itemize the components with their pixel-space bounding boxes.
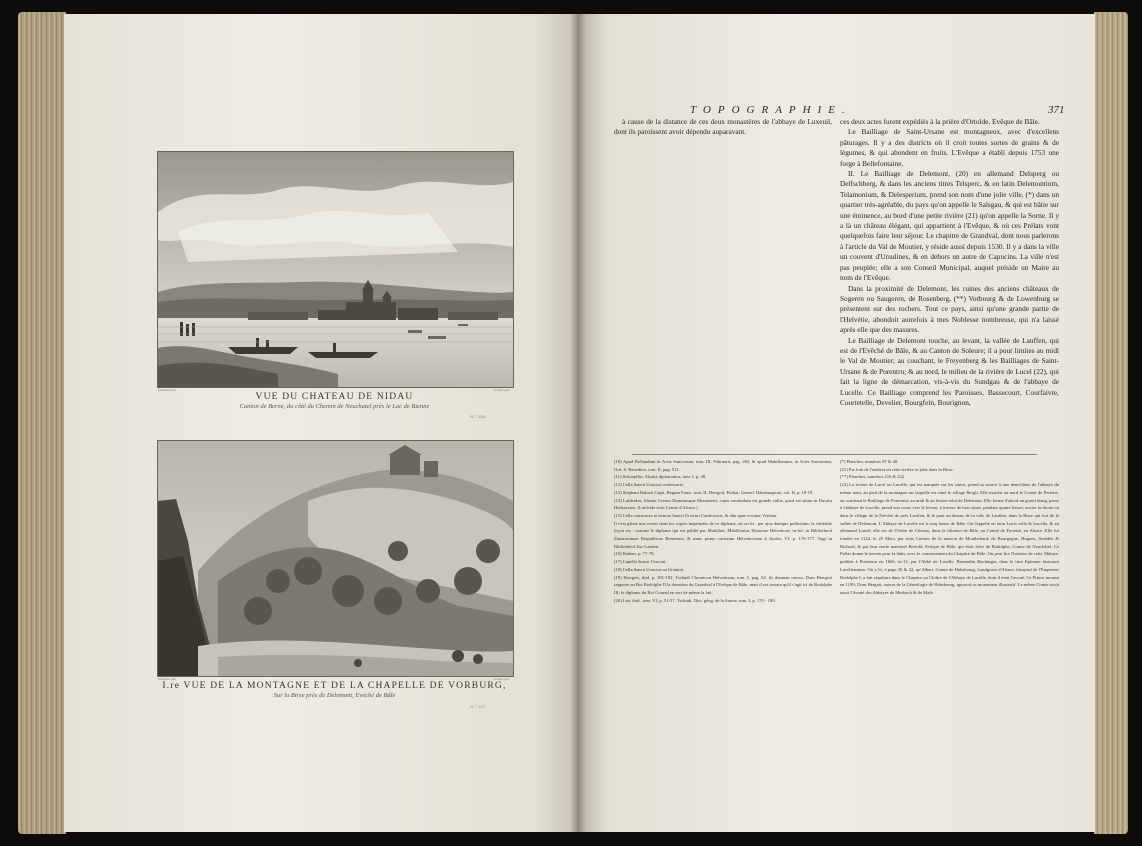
text-column-1: [614, 117, 832, 452]
footnote: (22) La rivière de Lucel ou Lucelle, qui est marquée sur les cartes, prend sa source à une demi-lieue de l'abbaye du même nom, au pied de la montagne sur laquelle est situé le village Bergli. Elle marche au nord le Comté de Ferrette, au couchant le Bailliage de Porentrui; au midi & au levant celui de Delemont. Elle forme d'abord un grand étang, passe à l'abbaye de Lucelle, prend son cours vers le levant, à travers de bois épais, pendant quatre lieues; arrose la droite ou dans le village de la Prévôté de près Lauffen, & le pont au-dessus de la ville de Lauffen, dans la Birse qui fort de la vallée de Delemont. L'Abbaye de Lucelle est à cinq lieues de Bâle. On l'appelle en latin Lucis cella & Lucella, & en allemand Lutzel; elle est de l'Ordre de Citeaux, dans la filiation de Bâle, au Comté de Ferrette, en Alsace. Elle fut fondée en 1124, le 25 Mars, par trois Comtes de la maison de Montbeliard, de Bourgogne, Hugues, Amédée & Richard, & par leur oncle maternel Bertold, Evêque de Bâle, qui étoit frère de Rodolphe, Comte de Neuchâtel. Ce Prélat donna le terrein pour la bâtir, avec le consentement du Chapitre de Bâle. On peut lire l'histoire de cette Abbaye, publiée à Porentrui en 1666, in-12, par l'Abbé de Lucelle, Bernardin Buchinger, dans le titre Epitome fastorum Lucellensium. On y lit, à page 20 & 32, qu'Albert, Comte de Habsbourg, Landgrave d'Alsace, bisayeul de l'Empereur Rodolphe I, a fait sépulture dans le Chapitre ou Cloître de l'Abbaye de Lucelle, dont il étoit l'avoué. Ce Prince mourut en 1199; Dom Hergott, auteur de la Généalogie de Habsbourg, ignoroit ce monument illustratif. Le même Comte avoit aussi l'Avoué des Abbayes de Murbach & de Mafe.: [840, 482, 1059, 595]
plate-subtitle-2: Sur la Birse près de Delemont, Evéché de Bâle: [273, 692, 396, 699]
engraving-chapelle-de-vorburg: [157, 440, 514, 677]
footnote: (18) Cella Sancti Ursicini ou Ursinini.: [614, 566, 685, 572]
plate-caption-top: [157, 392, 512, 410]
plate-number: N.° 246: [470, 414, 486, 419]
footnote: (20) Leu, ibid., tom. VI, p. 51-57. Tschudi, Dict. géog. de la Suisse, tom. I, p. 170 - 180.: [614, 597, 776, 603]
engraver-credit-right-2: Gravé par: [494, 677, 510, 681]
footnote: (16) Ibidem, p. 77-78.: [614, 551, 655, 557]
footnote-separator: [632, 454, 1037, 455]
page-edges-right: [1094, 12, 1128, 834]
paragraph: à cause de la distance de ces deux monastères de l'abbaye de Luxeuil, dont ils paroissent avoir dépendu auparavant.: [614, 117, 832, 137]
footnote: (15) Cella constructa in honore Sancti Ursicini Confessoris, & alia quae vocatur Vertena.: [614, 512, 778, 518]
plate-subtitle: Canton de Berne, du côté du Chemin de Neuchatel près le Lac de Bienne: [239, 403, 430, 410]
page-edges-left: [18, 12, 66, 834]
running-head: TOPOGRAPHIE.: [690, 104, 852, 116]
page-number: 371: [1048, 104, 1065, 116]
footnote: (19) Herrgott, ibid. p. 181-182. Tschudi Chronicon Helveticum, tom. I, pag. 62. ils donnent raison. Dom Herrgott rapporte au Roi Rodolphe II la donation du Grandval à l'Evêque de Bâle, mais il est certain qu'il s'agit ici de Rodolphe III; le diplome du Roi Conrad en sert de même la fait.: [614, 574, 832, 595]
paragraph: Le Bailliage de Saint-Ursane est montagneux, avec d'excellens pâturages. Il y a des districts où il croit toutes sortes de grains & de légumes, & qui abondent en fruits. L'Evêque a établi depuis 1753 une forge à Bellefontaine.: [840, 127, 1059, 168]
engraving-chateau-de-nidau: [157, 151, 514, 388]
paragraph: II. Le Bailliage de Delemont, (20) en allemand Delsperg ou Delfschberg, & dans les anciens titres Telsperc, & en latin Delemontium, Telamonium, & Delesperium, prend son nom d'une jolie ville, (*) dans un quartier très-agréable, du pays qu'on appelle le Salsgau, & qui est bâtie sur une éminence, au bord d'une petite rivière (21) qu'on appelle la Sorne. Il y a là un château élégant, qui appartient à l'Evêque, & où ces Prélats vont quelquefois faire leur séjour. Le chapitre de Grandval, dont nous parlerons à l'article du Val de Moutier, y réside aussi depuis 1530. Il y a dans la ville un couvent d'Ursulines, & en dehors un autre de Capucins. La ville n'est pas peuplée; elle a son Conseil Municipal, auquel préside un Maire au nom de l'Evêque.: [840, 169, 1059, 283]
footnotes-column-1: [614, 458, 832, 694]
footnotes-column-2: [840, 458, 1059, 694]
paragraph: Le Bailliage de Delemont touche, au levant, la vallée de Lauffen, qui est de l'Evêché de Bâle, & au Canton de Soleure; il a pour limites au midi le Val de Moutier; au couchant, le Freyenberg & les Bailliages de Saint-Ursane & de Porentru; & au nord, le milieu de la rivière de Lucel (22), qui fait la ligne de démarcation, vis-à-vis du Sundgau & de l'abbaye de Lucelle. Ce Bailliage comprend les Paroisses, Bassecourt, Courfaivre, Courtetelle, Develier, Bourgfein, Bourignon,: [840, 335, 1059, 407]
footnote: (10) Apud Bollandum in Actis Sanctorum, tom. III, Februarii, pag. 263, & apud Mabillonium, in Actis Sanctorum, Ord. S. Benedicti, tom. II, pag. 511.: [614, 459, 832, 472]
engraver-credit-right: Gravé par: [494, 388, 510, 392]
footnote: (**) Planches, numéros 216 & 222.: [840, 474, 906, 480]
footnote: (11) Schoepflin, Alsatia diplomatica, tom. I, p. 49.: [614, 474, 707, 480]
plate-title: VUE DU CHATEAU DE NIDAU: [255, 392, 414, 402]
paragraph: ces deux actes furent expédiés à la prière d'Ortolde, Evêque de Bâle.: [840, 117, 1040, 126]
plate-title-2: I.re VUE DE LA MONTAGNE ET DE LA CHAPELLE DE VORBURG,: [162, 681, 507, 691]
paragraph: Dans la proximité de Delemont, les ruines des anciens châteaux de Sogeren ou Saugeren, de Rosenberg, (**) Vorbourg & de Lowenburg se présentent sur des rochers. Tout ce pays, ainsi qu'une grande partie de l'Helvétie, abondoit autrefois à mes Noblesse nombreuse, qui n'a laissé après elle que des masures.: [840, 283, 1059, 335]
left-page: [64, 14, 577, 832]
footnote: Il s'est glissé une erreur dans les copies imprimées de ce diplome, où on lit : per ejus denique pollicitum; la véritable leçon est : suivant le diplome qui est publié par Mabillon. Mabillonius Historiae Helveticae, in-fol. in Bibliothecâ illustrissimae Reipublicae Bernensis, & nunc primo carterum Helveticorum à Jacobo VI, p. 176-177. Tugi in Bibliothecâ Zur-Lauben.: [614, 520, 832, 549]
footnote: (*) Planches, numéros 97 & 40.: [840, 459, 899, 464]
engraver-credit-left: Dessiné par: [158, 388, 177, 392]
engraver-credit-left-2: Dessiné par: [158, 677, 177, 681]
book-gutter: [570, 14, 586, 832]
footnote: (12) Cella Sancti Ursicini confessoris.: [614, 482, 685, 488]
footnote: (17) Capella Sancti Ursicini.: [614, 559, 667, 565]
footnote: (13) Stephani Baluzii Capit. Regum Franc. tom. II, Herrgott, Probat. Geneal. Habsburgicae, vol. II, p. 18-19.: [614, 489, 814, 495]
text-column-2: [840, 117, 1059, 452]
footnote: (21) Par loin de l'endroit où cette rivière se jette dans la Birse.: [840, 466, 954, 472]
footnote: (14) Luitfridus, illuster Comes Dominusque Monasterii, cujus vocabulum est grande vallis, quod est situm in Ducatu Helisacensi, (Luitfride étoit Comte d'Alsace.): [614, 497, 832, 511]
plate-number-2: N.° 247: [470, 704, 486, 709]
plate-caption-bottom: [157, 681, 512, 699]
